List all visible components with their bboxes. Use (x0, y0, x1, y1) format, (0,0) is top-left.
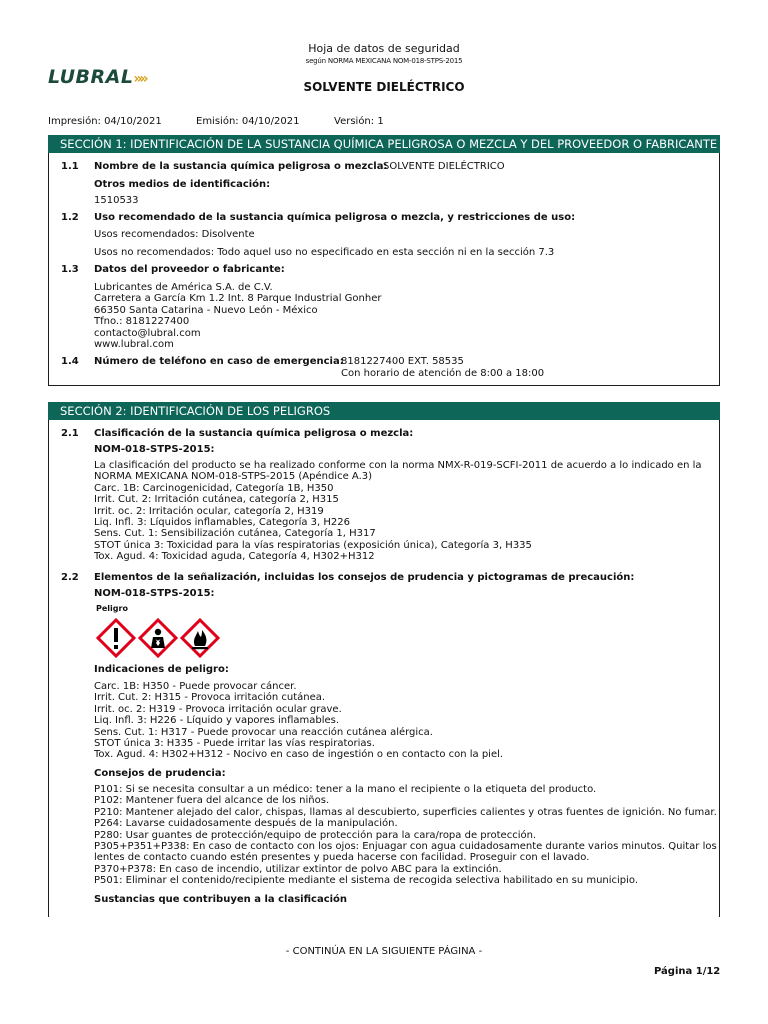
provider-line: Lubricantes de América S.A. de C.V. (94, 282, 273, 293)
print-date: Impresión: 04/10/2021 (48, 116, 162, 127)
precautionary-statement: P370+P378: En caso de incendio, utilizar extintor de polvo ABC para la extinción. (94, 863, 502, 875)
classification-line: Liq. Infl. 3: Líquidos inflamables, Categoría 3, H226 (94, 517, 351, 529)
classification-line: STOT única 3: Toxicidad para la vías respiratorias (exposición única), Categoría 3, H335 (94, 539, 532, 551)
section-1-title: SECCIÓN 1: IDENTIFICACIÓN DE LA SUSTANCIA QUÍMICA PELIGROSA O MEZCLA Y DEL PROVEEDOR O FABRICANTE (48, 135, 720, 153)
emergency-phone: 8181227400 EXT. 58535 (341, 356, 464, 367)
precautionary-statement: P264: Lavarse cuidadosamente después de la manipulación. (94, 818, 398, 830)
provider-details (94, 282, 381, 350)
item-1-2-label: Uso recomendado de la sustancia química peligrosa o mezcla, y restricciones de uso: (94, 212, 576, 223)
nom-label-2: NOM-018-STPS-2015: (94, 588, 215, 599)
precautionary-statement: lentes de contacto cuando estén presentes y pueda hacerse con facilidad. Proseguir con el lavado. (94, 852, 590, 864)
hazard-statement: Sens. Cut. 1: H317 - Puede provocar una reacción cutánea alérgica. (94, 726, 433, 738)
provider-line: Tfno.: 8181227400 (94, 316, 190, 328)
item-1-3-number: 1.3 (61, 264, 79, 275)
classification-list (94, 460, 702, 563)
provider-line: contacto@lubral.com (94, 327, 201, 339)
precautionary-statement: P101: Si se necesita consultar a un médico: tener a la mano el recipiente o la etiqueta del producto. (94, 784, 597, 795)
page-number: Página 1/12 (654, 966, 721, 977)
hazard-statement: Irrit. Cut. 2: H315 - Provoca irritación cutánea. (94, 692, 326, 704)
hazard-statement: Tox. Agud. 4: H302+H312 - Nocivo en caso de ingestión o en contacto con la piel. (94, 749, 504, 761)
item-1-2-number: 1.2 (61, 212, 79, 223)
precautionary-statement: P305+P351+P338: En caso de contacto con los ojos: Enjuagar con agua cuidadosamente durante varios minutos. Quitar los (94, 841, 717, 853)
hazard-statement: Carc. 1B: H350 - Puede provocar cáncer. (94, 681, 297, 692)
provider-line: Carretera a García Km 1.2 Int. 8 Parque Industrial Gonher (94, 293, 382, 305)
classification-line: Carc. 1B: Carcinogenicidad, Categoría 1B, H350 (94, 482, 334, 494)
classification-line: Irrit. Cut. 2: Irritación cutánea, categoría 2, H315 (94, 494, 339, 506)
contributing-substances-label: Sustancias que contribuyen a la clasificación (94, 894, 348, 905)
classification-line: Tox. Agud. 4: Toxicidad aguda, Categoría 4, H302+H312 (94, 551, 375, 563)
other-identification-label: Otros medios de identificación: (94, 179, 271, 190)
item-1-3-label: Datos del proveedor o fabricante: (94, 264, 285, 275)
logo-text: LUBRAL (48, 66, 134, 88)
precautionary-statement: P280: Usar guantes de protección/equipo de protección para la cara/ropa de protección. (94, 829, 537, 841)
item-1-4-label: Número de teléfono en caso de emergencia: (94, 356, 344, 367)
classification-line: Sens. Cut. 1: Sensibilización cutánea, Categoría 1, H317 (94, 528, 376, 540)
recommended-uses: Usos recomendados: Disolvente (94, 229, 255, 240)
precautionary-statement: P501: Eliminar el contenido/recipiente mediante el sistema de recogida selectiva habilitado en su municipio. (94, 875, 639, 887)
other-identification-value: 1510533 (94, 195, 139, 206)
document-title: Hoja de datos de seguridad (308, 42, 460, 55)
flame-icon (182, 620, 218, 656)
version: Versión: 1 (334, 116, 384, 127)
hazard-statement: Irrit. oc. 2: H319 - Provoca irritación ocular grave. (94, 703, 342, 715)
classification-line: Irrit. oc. 2: Irritación ocular, categoría 2, H319 (94, 505, 324, 517)
provider-line: www.lubral.com (94, 339, 174, 351)
provider-line: 66350 Santa Catarina - Nuevo León - México (94, 304, 318, 316)
precautionary-statements-label: Consejos de prudencia: (94, 768, 226, 779)
health-hazard-icon (140, 620, 176, 656)
issue-date: Emisión: 04/10/2021 (196, 116, 300, 127)
classification-line: La clasificación del producto se ha realizado conforme con la norma NMX-R-019-SCFI-2011 de acuerdo a lo indicado en la (94, 460, 702, 471)
hazard-statement: Liq. Infl. 3: H226 - Líquido y vapores inflamables. (94, 715, 340, 727)
item-1-4-number: 1.4 (61, 356, 79, 367)
item-1-1-number: 1.1 (61, 161, 79, 172)
item-2-2-label: Elementos de la señalización, incluidas los consejos de prudencia y pictogramas de precaución: (94, 572, 635, 583)
section-2-title: SECCIÓN 2: IDENTIFICACIÓN DE LOS PELIGROS (48, 402, 720, 420)
non-recommended-uses: Usos no recomendados: Todo aquel uso no especificado en esta sección ni en la sección 7.3 (94, 247, 555, 258)
item-2-2-number: 2.2 (61, 572, 79, 583)
hazard-statements-list (94, 681, 503, 761)
item-1-1-value: SOLVENTE DIELÉCTRICO (383, 161, 505, 172)
precautionary-statement: P210: Mantener alejado del calor, chispas, llamas al descubierto, superficies calientes y otras fuentes de ignición. No fumar. (94, 806, 717, 818)
document-subtitle: según NORMA MEXICANA NOM-018-STPS-2015 (305, 57, 463, 65)
nom-label: NOM-018-STPS-2015: (94, 444, 215, 455)
hazard-statements-label: Indicaciones de peligro: (94, 664, 229, 675)
item-1-1-label: Nombre de la sustancia química peligrosa o mezcla: (94, 161, 388, 172)
signal-word: Peligro (96, 604, 128, 613)
item-2-1-label: Clasificación de la sustancia química peligrosa o mezcla: (94, 428, 414, 439)
precautionary-statement: P102: Mantener fuera del alcance de los niños. (94, 795, 330, 807)
precautionary-statements-list (94, 784, 717, 887)
pictogram-row (96, 618, 222, 658)
classification-line: NORMA MEXICANA NOM-018-STPS-2015 (Apéndice A.3) (94, 471, 373, 483)
product-name-heading: SOLVENTE DIELÉCTRICO (303, 80, 465, 94)
emergency-hours: Con horario de atención de 8:00 a 18:00 (341, 368, 545, 379)
item-2-1-number: 2.1 (61, 428, 79, 439)
exclamation-icon (98, 620, 134, 656)
hazard-statement: STOT única 3: H335 - Puede irritar las vías respiratorias. (94, 738, 375, 750)
logo-chevrons-icon: »» (133, 71, 146, 87)
continues-note: - CONTINÚA EN LA SIGUIENTE PÁGINA - (285, 946, 483, 957)
